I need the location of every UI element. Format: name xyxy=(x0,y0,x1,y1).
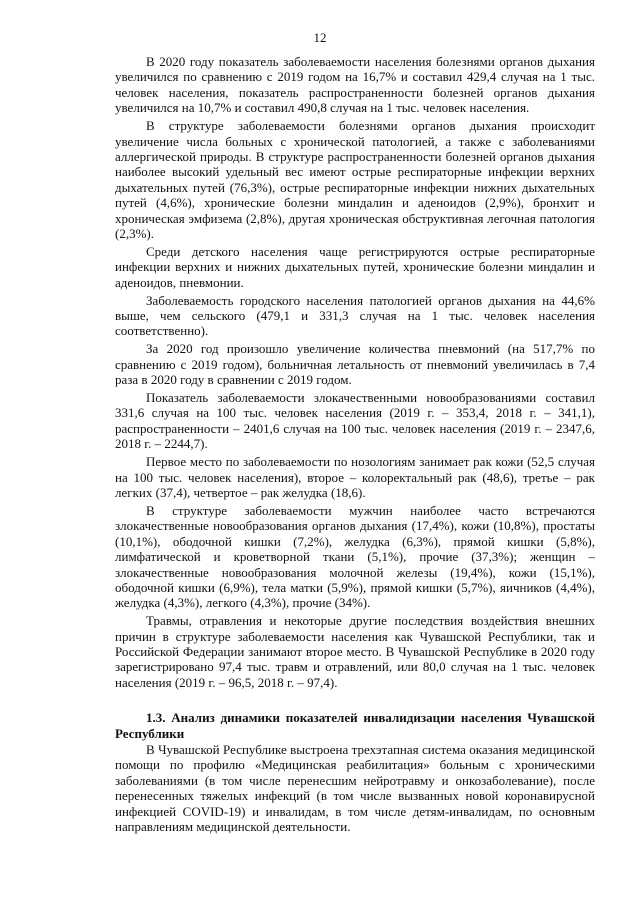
paragraph-injuries: Травмы, отравления и некоторые другие последствия воздействия внешних причин в структуре заболеваемости населения как Чувашской Республики, так и Российской Федерации занимают второе место. В Чувашской Республике в 2020 году зарегистрировано 97,4 тыс. травм и отравлений, или 80,0 случая на 1 тыс. человек населения (2019 г. – 96,5, 2018 г. – 97,4). xyxy=(115,613,595,690)
paragraph-cancer-by-sex: В структуре заболеваемости мужчин наиболее часто встречаются злокачественные новообразования органов дыхания (17,4%), кожи (10,8%), простаты (10,1%), ободочной кишки (7,2%), желудка (6,3%), прямой кишки (5,8%), лимфатической и кроветворной ткани (5,1%), прочие (37,3%); женщин – злокачественные новообразования молочной железы (19,4%), кожи (15,1%), ободочной кишки (6,9%), тела матки (5,9%), прямой кишки (5,7%), яичников (4,4%), желудка (4,3%), легкого (4,3%), прочие (34%). xyxy=(115,502,595,611)
paragraph-cancer-ranking: Первое место по заболеваемости по нозологиям занимает рак кожи (52,5 случая на 100 тыс. человек населения), второе – колоректальный рак (48,6), третье – рак легких (37,4), четвертое – рак желудка (18,6). xyxy=(115,454,595,500)
document-body xyxy=(115,54,595,837)
paragraph-children-respiratory: Среди детского населения чаще регистрируются острые респираторные инфекции верхних и нижних дыхательных путей, хронические болезни миндалин и аденоидов, пневмонии. xyxy=(115,243,595,290)
section-heading: 1.3. Анализ динамики показателей инвалидизации населения Чувашской Республики xyxy=(115,710,595,741)
paragraph-respiratory-structure: В структуре заболеваемости болезнями органов дыхания происходит увеличение числа больных с хронической патологией, а также с заболеваниями аллергической природы. В структуре распространенности болезней органов дыхания наиболее высокий удельный вес имеют острые респираторные инфекции верхних дыхательных путей (76,3%), острые респираторные инфекции нижних дыхательных путей (4,6%), хронические болезни миндалин и аденоидов (2,9%), бронхит и хроническая эмфизема (2,8%), другая хроническая обструктивная легочная патология (2,3%). xyxy=(115,118,595,241)
paragraph-cancer-incidence: Показатель заболеваемости злокачественными новообразованиями составил 331,6 случая на 100 тыс. человек населения (2019 г. – 353,4, 2018 г. – 341,1), распространенности – 2401,6 случая на 100 тыс. человек населения (2019 г. – 2347,6, 2018 г. – 2244,7). xyxy=(115,390,595,452)
paragraph-urban-rural: Заболеваемость городского населения патологией органов дыхания на 44,6% выше, чем сельского (479,1 и 331,3 случая на 1 тыс. человек населения соответственно). xyxy=(115,292,595,339)
paragraph-respiratory-incidence: В 2020 году показатель заболеваемости населения болезнями органов дыхания увеличился по сравнению с 2019 годом на 16,7% и составил 429,4 случая на 1 тыс. человек населения, показатель распространенности болезней органов дыхания увеличился на 10,7% и составил 490,8 случая на 1 тыс. человек населения. xyxy=(115,54,595,116)
paragraph-pneumonia: За 2020 год произошло увеличение количества пневмоний (на 517,7% по сравнению с 2019 годом), больничная летальность от пневмоний увеличилась в 7,4 раза в 2020 году в сравнении с 2019 годом. xyxy=(115,341,595,388)
paragraph-rehabilitation: В Чувашской Республике выстроена трехэтапная система оказания медицинской помощи по профилю «Медицинская реабилитация» больным с хроническими заболеваниями (в том числе перенесшим нейротравму и онкозаболевание), после перенесенных тяжелых инфекций (в том числе вызванных новой коронавирусной инфекцией COVID-19) и инвалидам, в том числе детям-инвалидам, по основным направлениям медицинской деятельности. xyxy=(115,742,595,835)
page-number: 12 xyxy=(313,30,327,45)
